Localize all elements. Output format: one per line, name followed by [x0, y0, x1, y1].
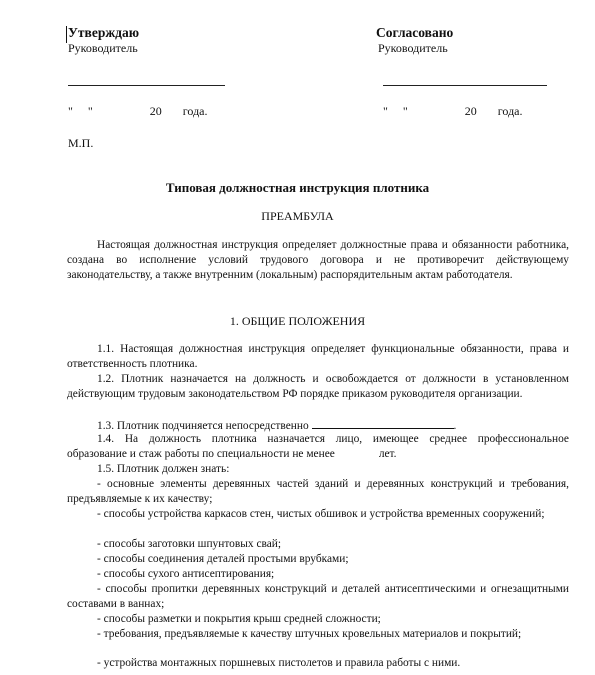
- list-item: - способы сухого антисептирования;: [97, 568, 275, 580]
- list-item: - основные элементы деревянных частей зданий и деревянных конструкций и требования, предъявляемые к их качеству;: [67, 478, 569, 506]
- stamp-label: М.П.: [68, 136, 94, 150]
- list-item: - требования, предъявляемые к качеству штучных кровельных материалов и покрытий;: [97, 628, 522, 640]
- list-item: - способы соединения деталей простыми врубками;: [97, 553, 349, 565]
- approve-date: " " 20 года.: [68, 104, 208, 118]
- section1-heading: 1. ОБЩИЕ ПОЛОЖЕНИЯ: [229, 314, 366, 328]
- clause-1-5: 1.5. Плотник должен знать:: [97, 463, 230, 475]
- clause-1-1: 1.1. Настоящая должностная инструкция определяет функциональные обязанности, права и ответственность плотника.: [67, 343, 569, 371]
- list-item: - способы заготовки шпунтовых свай;: [97, 538, 282, 550]
- supervisor-blank: [312, 417, 454, 429]
- clause-1-3-text: 1.3. Плотник подчиняется непосредственно: [97, 420, 309, 432]
- clause-1-4-line1: 1.4. На должность плотника назначается лицо, имеющее среднее профессиональное: [97, 433, 569, 445]
- approve-subtitle: Руководитель: [68, 41, 138, 55]
- approve-signature-line: [68, 85, 225, 86]
- preamble-heading: ПРЕАМБУЛА: [261, 209, 334, 223]
- list-item: - способы устройства каркасов стен, чистых обшивок и устройства временных сооружений;: [97, 508, 545, 520]
- agree-subtitle: Руководитель: [378, 41, 448, 55]
- agree-date: " " 20 года.: [383, 104, 523, 118]
- agree-signature-line: [383, 85, 547, 86]
- preamble-text: Настоящая должностная инструкция определяет должностные права и обязанности работника, созданa во исполнение условий трудового договора и не противоречит действующему законодательству, а также внутренним (локальным) распорядительным актам работодателя.: [67, 239, 569, 282]
- clause-1-3-end: .: [453, 420, 457, 432]
- list-item: - устройства монтажных поршневых пистолетов и правила работы с ними.: [97, 657, 461, 669]
- clause-1-4-years: лет.: [378, 448, 397, 460]
- clause-1-4-line2: [67, 447, 397, 462]
- clause-1-4-text: образование и стаж работы по специальности не менее: [67, 448, 335, 460]
- approve-title: Утверждаю: [68, 25, 140, 40]
- document-title: Типовая должностная инструкция плотника: [165, 180, 430, 195]
- list-item: - способы пропитки деревянных конструкций и деталей антисептическими и огнезащитными составами в ваннах;: [67, 583, 569, 611]
- agree-title: Согласовано: [376, 25, 454, 40]
- clause-1-2: 1.2. Плотник назначается на должность и освобождается от должности в установленном действующим трудовым законодательством РФ порядке приказом руководителя организации.: [67, 373, 569, 401]
- text-cursor: [66, 26, 67, 43]
- list-item: - способы разметки и покрытия крыш средней сложности;: [97, 613, 381, 625]
